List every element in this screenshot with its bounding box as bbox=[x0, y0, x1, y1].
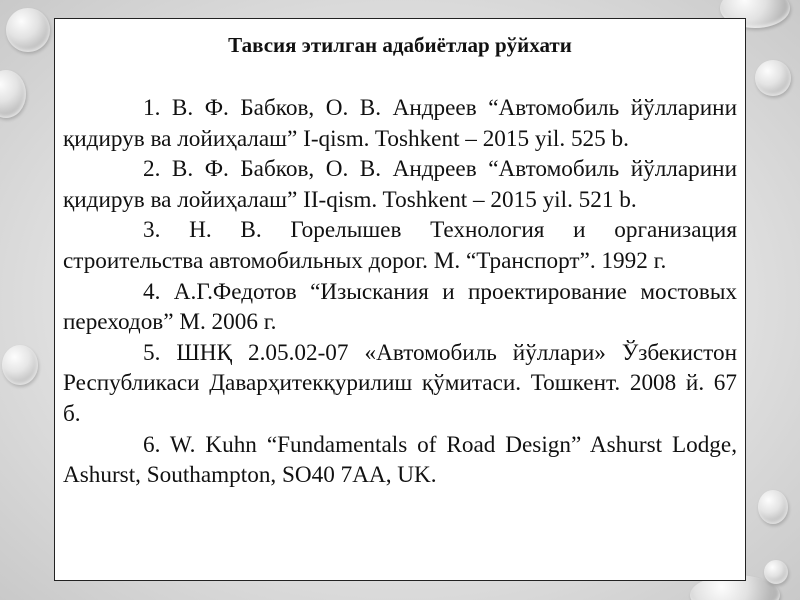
reference-item-3: 3. Н. В. Горелышев Технология и организация строительства автомобильных дорог. М. “Транспорт”. 1992 г. bbox=[63, 217, 737, 274]
water-droplet bbox=[0, 70, 26, 118]
water-droplet bbox=[2, 345, 38, 385]
reference-item-6: 6. W. Kuhn “Fundamentals of Road Design” Ashurst Lodge, Ashurst, Southampton, SO40 7AA, UK. bbox=[63, 431, 737, 489]
water-droplet bbox=[755, 60, 791, 96]
water-droplet bbox=[758, 490, 788, 524]
water-droplet bbox=[6, 8, 50, 52]
water-droplet bbox=[764, 560, 788, 584]
reference-item-2: 2. В. Ф. Бабков, О. В. Андреев “Автомобиль йўлларини қидирув ва лойиҳалаш” II-qism. Toshkent – 2015 yil. 521 b. bbox=[63, 156, 737, 213]
reference-item-1: 1. В. Ф. Бабков, О. В. Андреев “Автомобиль йўлларини қидирув ва лойиҳалаш” I-qism. Toshkent – 2015 yil. 525 b. bbox=[63, 95, 737, 152]
slide-title: Тавсия этилган адабиётлар рўйхати bbox=[228, 33, 572, 57]
reference-item-5: 5. ШНҚ 2.05.02-07 «Автомобиль йўллари» Ўзбекистон Республикаси Даварҳитекқурилиш қўмитаси. Тошкент. 2008 й. 67 б. bbox=[63, 339, 737, 427]
reference-item-4: 4. А.Г.Федотов “Изыскания и проектирование мостовых переходов” М. 2006 г. bbox=[63, 278, 737, 336]
reference-list bbox=[63, 93, 737, 491]
references-slide bbox=[54, 18, 746, 581]
